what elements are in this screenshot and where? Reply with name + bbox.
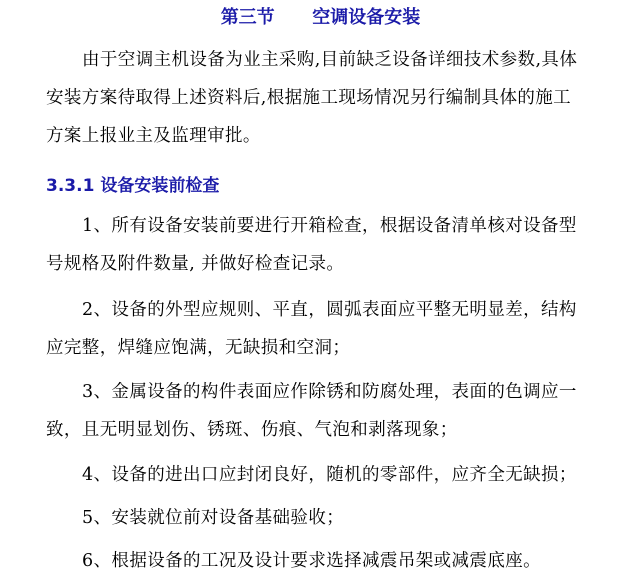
intro-paragraph: [46, 41, 612, 155]
list-item-line: 2、设备的外型应规则、平直，圆弧表面应平整无明显差，结构: [82, 300, 577, 320]
paragraph-line: 方案上报业主及监理审批。: [46, 126, 261, 146]
section-title: 第三节 空调设备安装: [220, 7, 421, 28]
list-item-line: 号规格及附件数量, 并做好检查记录。: [46, 254, 345, 274]
list-item-line: 3、金属设备的构件表面应作除锈和防腐处理，表面的色调应一: [82, 382, 577, 402]
list-item-line: 4、设备的进出口应封闭良好，随机的零部件，应齐全无缺损；: [82, 465, 577, 485]
list-item: [46, 456, 612, 494]
paragraph-line: 安装方案待取得上述资料后,根据施工现场情况另行编制具体的施工: [46, 88, 572, 108]
list-item: [46, 499, 612, 537]
list-item: [46, 542, 612, 580]
list-item: [46, 291, 612, 367]
subsection-heading: 3.3.1 设备安装前检查: [46, 176, 220, 196]
list-item-line: 应完整，焊缝应饱满，无缺损和空洞；: [46, 338, 351, 358]
paragraph-line: 由于空调主机设备为业主采购,目前缺乏设备详细技术参数,具体: [82, 50, 578, 70]
list-item-line: 6、根据设备的工况及设计要求选择减震吊架或减震底座。: [82, 551, 542, 571]
list-item: [46, 373, 612, 449]
list-item-line: 5、安装就位前对设备基础验收；: [82, 508, 345, 528]
list-item: [46, 207, 612, 283]
list-item-line: 1、所有设备安装前要进行开箱检查，根据设备清单核对设备型: [82, 216, 577, 236]
list-item-line: 致，且无明显划伤、锈斑、伤痕、气泡和剥落现象；: [46, 420, 458, 440]
